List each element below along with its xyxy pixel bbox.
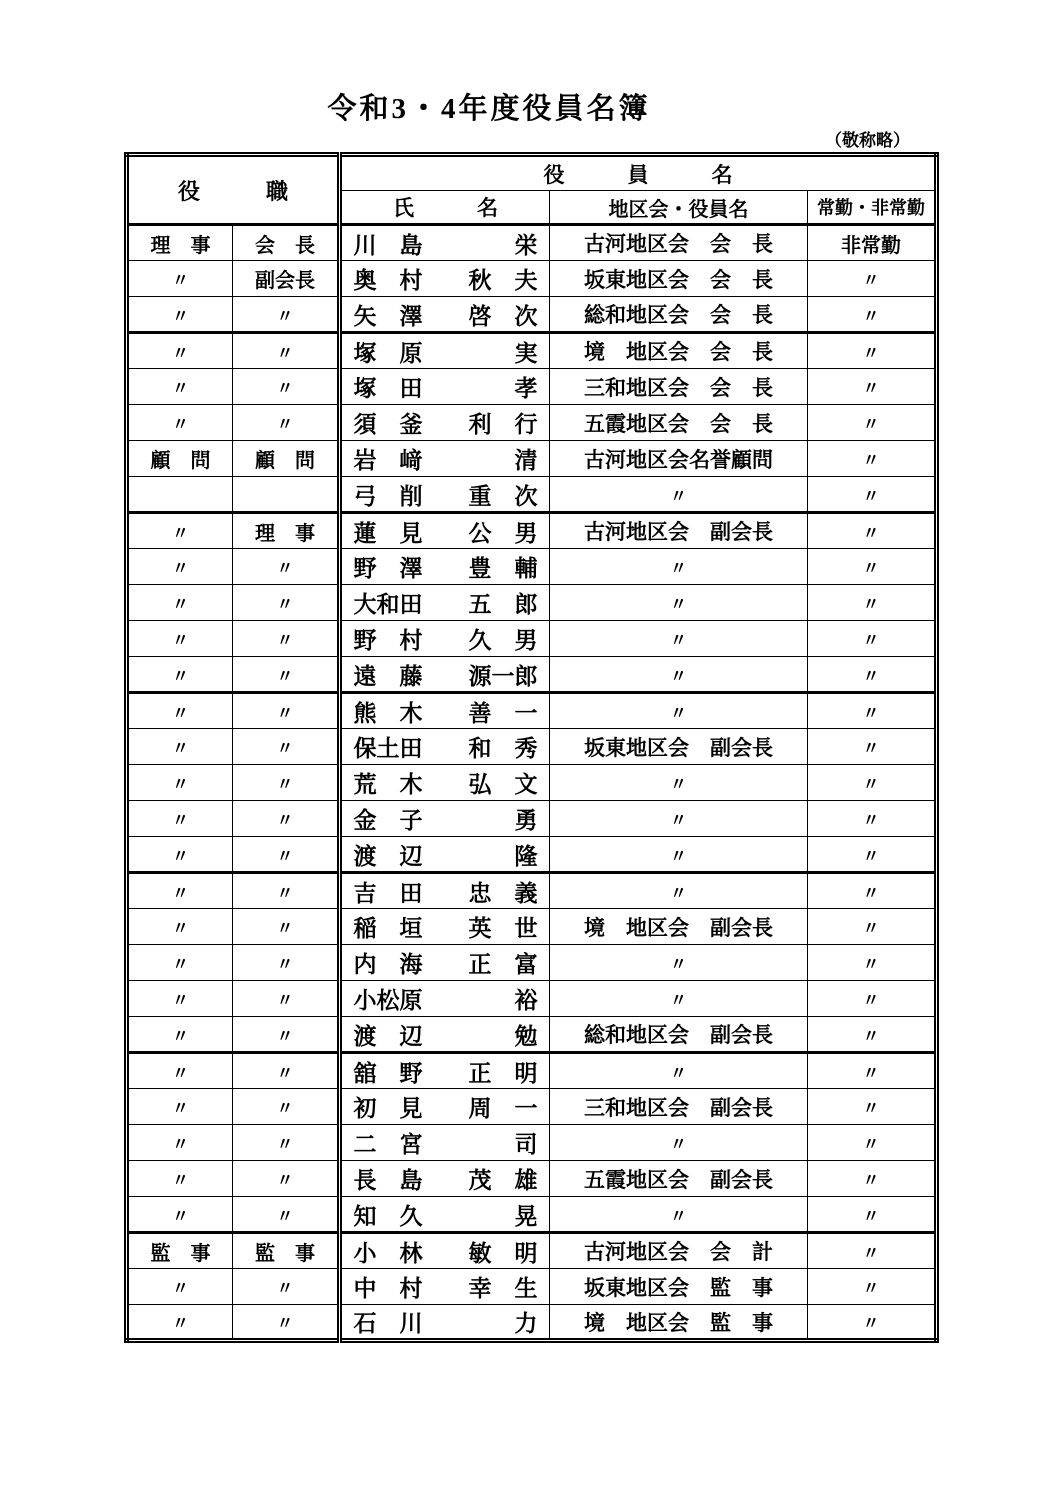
name-cell: 野 澤 豊 輔 — [340, 549, 550, 585]
position-title-cell: 〃 — [233, 981, 340, 1017]
position-title-cell: 〃 — [233, 333, 340, 369]
table-row — [127, 981, 937, 1017]
duty-status-cell: 〃 — [808, 1053, 937, 1089]
name-cell: 弓 削 重 次 — [340, 477, 550, 513]
position-category-cell: 〃 — [127, 1305, 233, 1341]
table-header — [127, 155, 937, 225]
district-role-cell: 五霞地区会 会 長 — [550, 405, 808, 441]
name-cell: 遠 藤 源一郎 — [340, 657, 550, 693]
district-role-cell: 〃 — [550, 693, 808, 729]
duty-status-cell: 〃 — [808, 1305, 937, 1341]
position-category-cell: 顧 問 — [127, 441, 233, 477]
position-title-cell: 〃 — [233, 549, 340, 585]
position-category-cell: 〃 — [127, 729, 233, 765]
district-role-cell: 古河地区会 会 計 — [550, 1233, 808, 1269]
duty-status-cell: 〃 — [808, 945, 937, 981]
duty-status-cell: 〃 — [808, 1269, 937, 1305]
table-row — [127, 693, 937, 729]
table-body — [127, 225, 937, 1341]
name-cell: 熊 木 善 一 — [340, 693, 550, 729]
position-title-cell: 副会長 — [233, 261, 340, 297]
name-cell: 小松原 裕 — [340, 981, 550, 1017]
position-title-cell: 〃 — [233, 1125, 340, 1161]
district-role-cell: 〃 — [550, 585, 808, 621]
duty-status-cell: 〃 — [808, 729, 937, 765]
position-title-cell: 〃 — [233, 693, 340, 729]
header-duty-status: 常勤・非常勤 — [808, 191, 937, 225]
position-title-cell: 〃 — [233, 585, 340, 621]
district-role-cell: 〃 — [550, 981, 808, 1017]
position-category-cell: 〃 — [127, 1017, 233, 1053]
position-title-cell: 〃 — [233, 1161, 340, 1197]
position-category-cell: 〃 — [127, 837, 233, 873]
table-row — [127, 1233, 937, 1269]
duty-status-cell: 〃 — [808, 693, 937, 729]
name-cell: 岩 﨑 清 — [340, 441, 550, 477]
position-title-cell: 理 事 — [233, 513, 340, 549]
district-role-cell: 古河地区会 会 長 — [550, 225, 808, 261]
position-category-cell: 〃 — [127, 1161, 233, 1197]
table-row — [127, 513, 937, 549]
district-role-cell: 坂東地区会 会 長 — [550, 261, 808, 297]
name-cell: 蓮 見 公 男 — [340, 513, 550, 549]
position-category-cell: 〃 — [127, 801, 233, 837]
name-cell: 吉 田 忠 義 — [340, 873, 550, 909]
position-title-cell — [233, 477, 340, 513]
position-title-cell: 〃 — [233, 945, 340, 981]
district-role-cell: 〃 — [550, 1053, 808, 1089]
table-row — [127, 333, 937, 369]
header-district-role: 地区会・役員名 — [550, 191, 808, 225]
position-category-cell: 〃 — [127, 1053, 233, 1089]
name-cell: 内 海 正 富 — [340, 945, 550, 981]
position-category-cell: 〃 — [127, 693, 233, 729]
table-row — [127, 873, 937, 909]
district-role-cell: 総和地区会 副会長 — [550, 1017, 808, 1053]
table-row — [127, 1269, 937, 1305]
position-category-cell: 〃 — [127, 1269, 233, 1305]
position-title-cell: 〃 — [233, 297, 340, 333]
table-row — [127, 297, 937, 333]
position-title-cell: 〃 — [233, 801, 340, 837]
duty-status-cell: 〃 — [808, 1161, 937, 1197]
name-cell: 稲 垣 英 世 — [340, 909, 550, 945]
duty-status-cell: 〃 — [808, 513, 937, 549]
duty-status-cell: 〃 — [808, 657, 937, 693]
district-role-cell: 〃 — [550, 1197, 808, 1233]
position-category-cell: 〃 — [127, 297, 233, 333]
district-role-cell: 〃 — [550, 873, 808, 909]
name-cell: 野 村 久 男 — [340, 621, 550, 657]
duty-status-cell: 〃 — [808, 1233, 937, 1269]
table-row — [127, 585, 937, 621]
duty-status-cell: 〃 — [808, 981, 937, 1017]
district-role-cell: 境 地区会 会 長 — [550, 333, 808, 369]
duty-status-cell: 〃 — [808, 873, 937, 909]
table-row — [127, 621, 937, 657]
table-row — [127, 1089, 937, 1125]
duty-status-cell: 〃 — [808, 585, 937, 621]
table-row — [127, 369, 937, 405]
duty-status-cell: 〃 — [808, 837, 937, 873]
duty-status-cell: 〃 — [808, 405, 937, 441]
name-cell: 金 子 勇 — [340, 801, 550, 837]
name-cell: 塚 原 実 — [340, 333, 550, 369]
district-role-cell: 〃 — [550, 621, 808, 657]
name-cell: 舘 野 正 明 — [340, 1053, 550, 1089]
header-name: 氏 名 — [340, 191, 550, 225]
district-role-cell: 境 地区会 副会長 — [550, 909, 808, 945]
name-cell: 保土田 和 秀 — [340, 729, 550, 765]
duty-status-cell: 非常勤 — [808, 225, 937, 261]
position-category-cell: 監 事 — [127, 1233, 233, 1269]
position-title-cell: 〃 — [233, 729, 340, 765]
table-row — [127, 477, 937, 513]
name-cell: 二 宮 司 — [340, 1125, 550, 1161]
name-cell: 須 釜 利 行 — [340, 405, 550, 441]
position-category-cell — [127, 477, 233, 513]
table-row — [127, 261, 937, 297]
district-role-cell: 〃 — [550, 477, 808, 513]
position-title-cell: 〃 — [233, 1305, 340, 1341]
position-category-cell: 〃 — [127, 621, 233, 657]
duty-status-cell: 〃 — [808, 1125, 937, 1161]
name-cell: 長 島 茂 雄 — [340, 1161, 550, 1197]
table-row — [127, 549, 937, 585]
header-position: 役 職 — [127, 155, 340, 225]
table-row — [127, 657, 937, 693]
table-row — [127, 405, 937, 441]
header-row-top — [127, 155, 937, 191]
position-category-cell: 〃 — [127, 765, 233, 801]
position-title-cell: 〃 — [233, 1197, 340, 1233]
position-category-cell: 〃 — [127, 261, 233, 297]
district-role-cell: 〃 — [550, 549, 808, 585]
position-title-cell: 〃 — [233, 837, 340, 873]
position-title-cell: 顧 問 — [233, 441, 340, 477]
position-category-cell: 〃 — [127, 1125, 233, 1161]
duty-status-cell: 〃 — [808, 909, 937, 945]
position-category-cell: 〃 — [127, 1089, 233, 1125]
name-cell: 川 島 栄 — [340, 225, 550, 261]
table-row — [127, 1125, 937, 1161]
district-role-cell: 〃 — [550, 837, 808, 873]
position-category-cell: 〃 — [127, 405, 233, 441]
name-cell: 渡 辺 隆 — [340, 837, 550, 873]
position-title-cell: 〃 — [233, 873, 340, 909]
table-row — [127, 1161, 937, 1197]
duty-status-cell: 〃 — [808, 765, 937, 801]
table-row — [127, 1197, 937, 1233]
table-row — [127, 1017, 937, 1053]
name-cell: 中 村 幸 生 — [340, 1269, 550, 1305]
position-category-cell: 〃 — [127, 513, 233, 549]
position-category-cell: 〃 — [127, 945, 233, 981]
district-role-cell: 古河地区会名誉顧問 — [550, 441, 808, 477]
name-cell: 初 見 周 一 — [340, 1089, 550, 1125]
duty-status-cell: 〃 — [808, 801, 937, 837]
position-category-cell: 〃 — [127, 369, 233, 405]
name-cell: 渡 辺 勉 — [340, 1017, 550, 1053]
name-cell: 荒 木 弘 文 — [340, 765, 550, 801]
table-row — [127, 1305, 937, 1341]
duty-status-cell: 〃 — [808, 261, 937, 297]
table-row — [127, 765, 937, 801]
duty-status-cell: 〃 — [808, 333, 937, 369]
district-role-cell: 三和地区会 副会長 — [550, 1089, 808, 1125]
position-category-cell: 〃 — [127, 333, 233, 369]
position-title-cell: 〃 — [233, 1053, 340, 1089]
duty-status-cell: 〃 — [808, 297, 937, 333]
duty-status-cell: 〃 — [808, 1197, 937, 1233]
duty-status-cell: 〃 — [808, 549, 937, 585]
table-row — [127, 729, 937, 765]
position-title-cell: 会 長 — [233, 225, 340, 261]
duty-status-cell: 〃 — [808, 1017, 937, 1053]
duty-status-cell: 〃 — [808, 477, 937, 513]
duty-status-cell: 〃 — [808, 1089, 937, 1125]
position-category-cell: 〃 — [127, 909, 233, 945]
name-cell: 知 久 晃 — [340, 1197, 550, 1233]
table-row — [127, 837, 937, 873]
name-cell: 塚 田 孝 — [340, 369, 550, 405]
district-role-cell: 総和地区会 会 長 — [550, 297, 808, 333]
name-cell: 石 川 力 — [340, 1305, 550, 1341]
district-role-cell: 〃 — [550, 657, 808, 693]
officer-roster-table — [124, 152, 939, 1343]
district-role-cell: 三和地区会 会 長 — [550, 369, 808, 405]
duty-status-cell: 〃 — [808, 369, 937, 405]
table-row — [127, 801, 937, 837]
position-title-cell: 〃 — [233, 1089, 340, 1125]
table-row — [127, 909, 937, 945]
position-title-cell: 〃 — [233, 405, 340, 441]
position-title-cell: 〃 — [233, 765, 340, 801]
position-title-cell: 〃 — [233, 909, 340, 945]
name-cell: 大和田 五 郎 — [340, 585, 550, 621]
honorifics-note: （敬称略） — [825, 131, 910, 150]
district-role-cell: 境 地区会 監 事 — [550, 1305, 808, 1341]
duty-status-cell: 〃 — [808, 441, 937, 477]
header-officer-name: 役 員 名 — [340, 155, 937, 191]
district-role-cell: 〃 — [550, 801, 808, 837]
position-category-cell: 〃 — [127, 1197, 233, 1233]
position-title-cell: 〃 — [233, 369, 340, 405]
district-role-cell: 〃 — [550, 765, 808, 801]
name-cell: 小 林 敏 明 — [340, 1233, 550, 1269]
position-category-cell: 〃 — [127, 981, 233, 1017]
district-role-cell: 坂東地区会 監 事 — [550, 1269, 808, 1305]
name-cell: 奥 村 秋 夫 — [340, 261, 550, 297]
table-row — [127, 441, 937, 477]
position-category-cell: 理 事 — [127, 225, 233, 261]
position-title-cell: 監 事 — [233, 1233, 340, 1269]
table-row — [127, 1053, 937, 1089]
position-title-cell: 〃 — [233, 621, 340, 657]
district-role-cell: 〃 — [550, 945, 808, 981]
table-row — [127, 225, 937, 261]
position-category-cell: 〃 — [127, 549, 233, 585]
district-role-cell: 坂東地区会 副会長 — [550, 729, 808, 765]
page-title: 令和3・4年度役員名簿 — [327, 93, 651, 125]
position-title-cell: 〃 — [233, 1269, 340, 1305]
position-title-cell: 〃 — [233, 1017, 340, 1053]
position-title-cell: 〃 — [233, 657, 340, 693]
position-category-cell: 〃 — [127, 657, 233, 693]
table-row — [127, 945, 937, 981]
name-cell: 矢 澤 啓 次 — [340, 297, 550, 333]
district-role-cell: 古河地区会 副会長 — [550, 513, 808, 549]
position-category-cell: 〃 — [127, 873, 233, 909]
duty-status-cell: 〃 — [808, 621, 937, 657]
position-category-cell: 〃 — [127, 585, 233, 621]
district-role-cell: 〃 — [550, 1125, 808, 1161]
district-role-cell: 五霞地区会 副会長 — [550, 1161, 808, 1197]
